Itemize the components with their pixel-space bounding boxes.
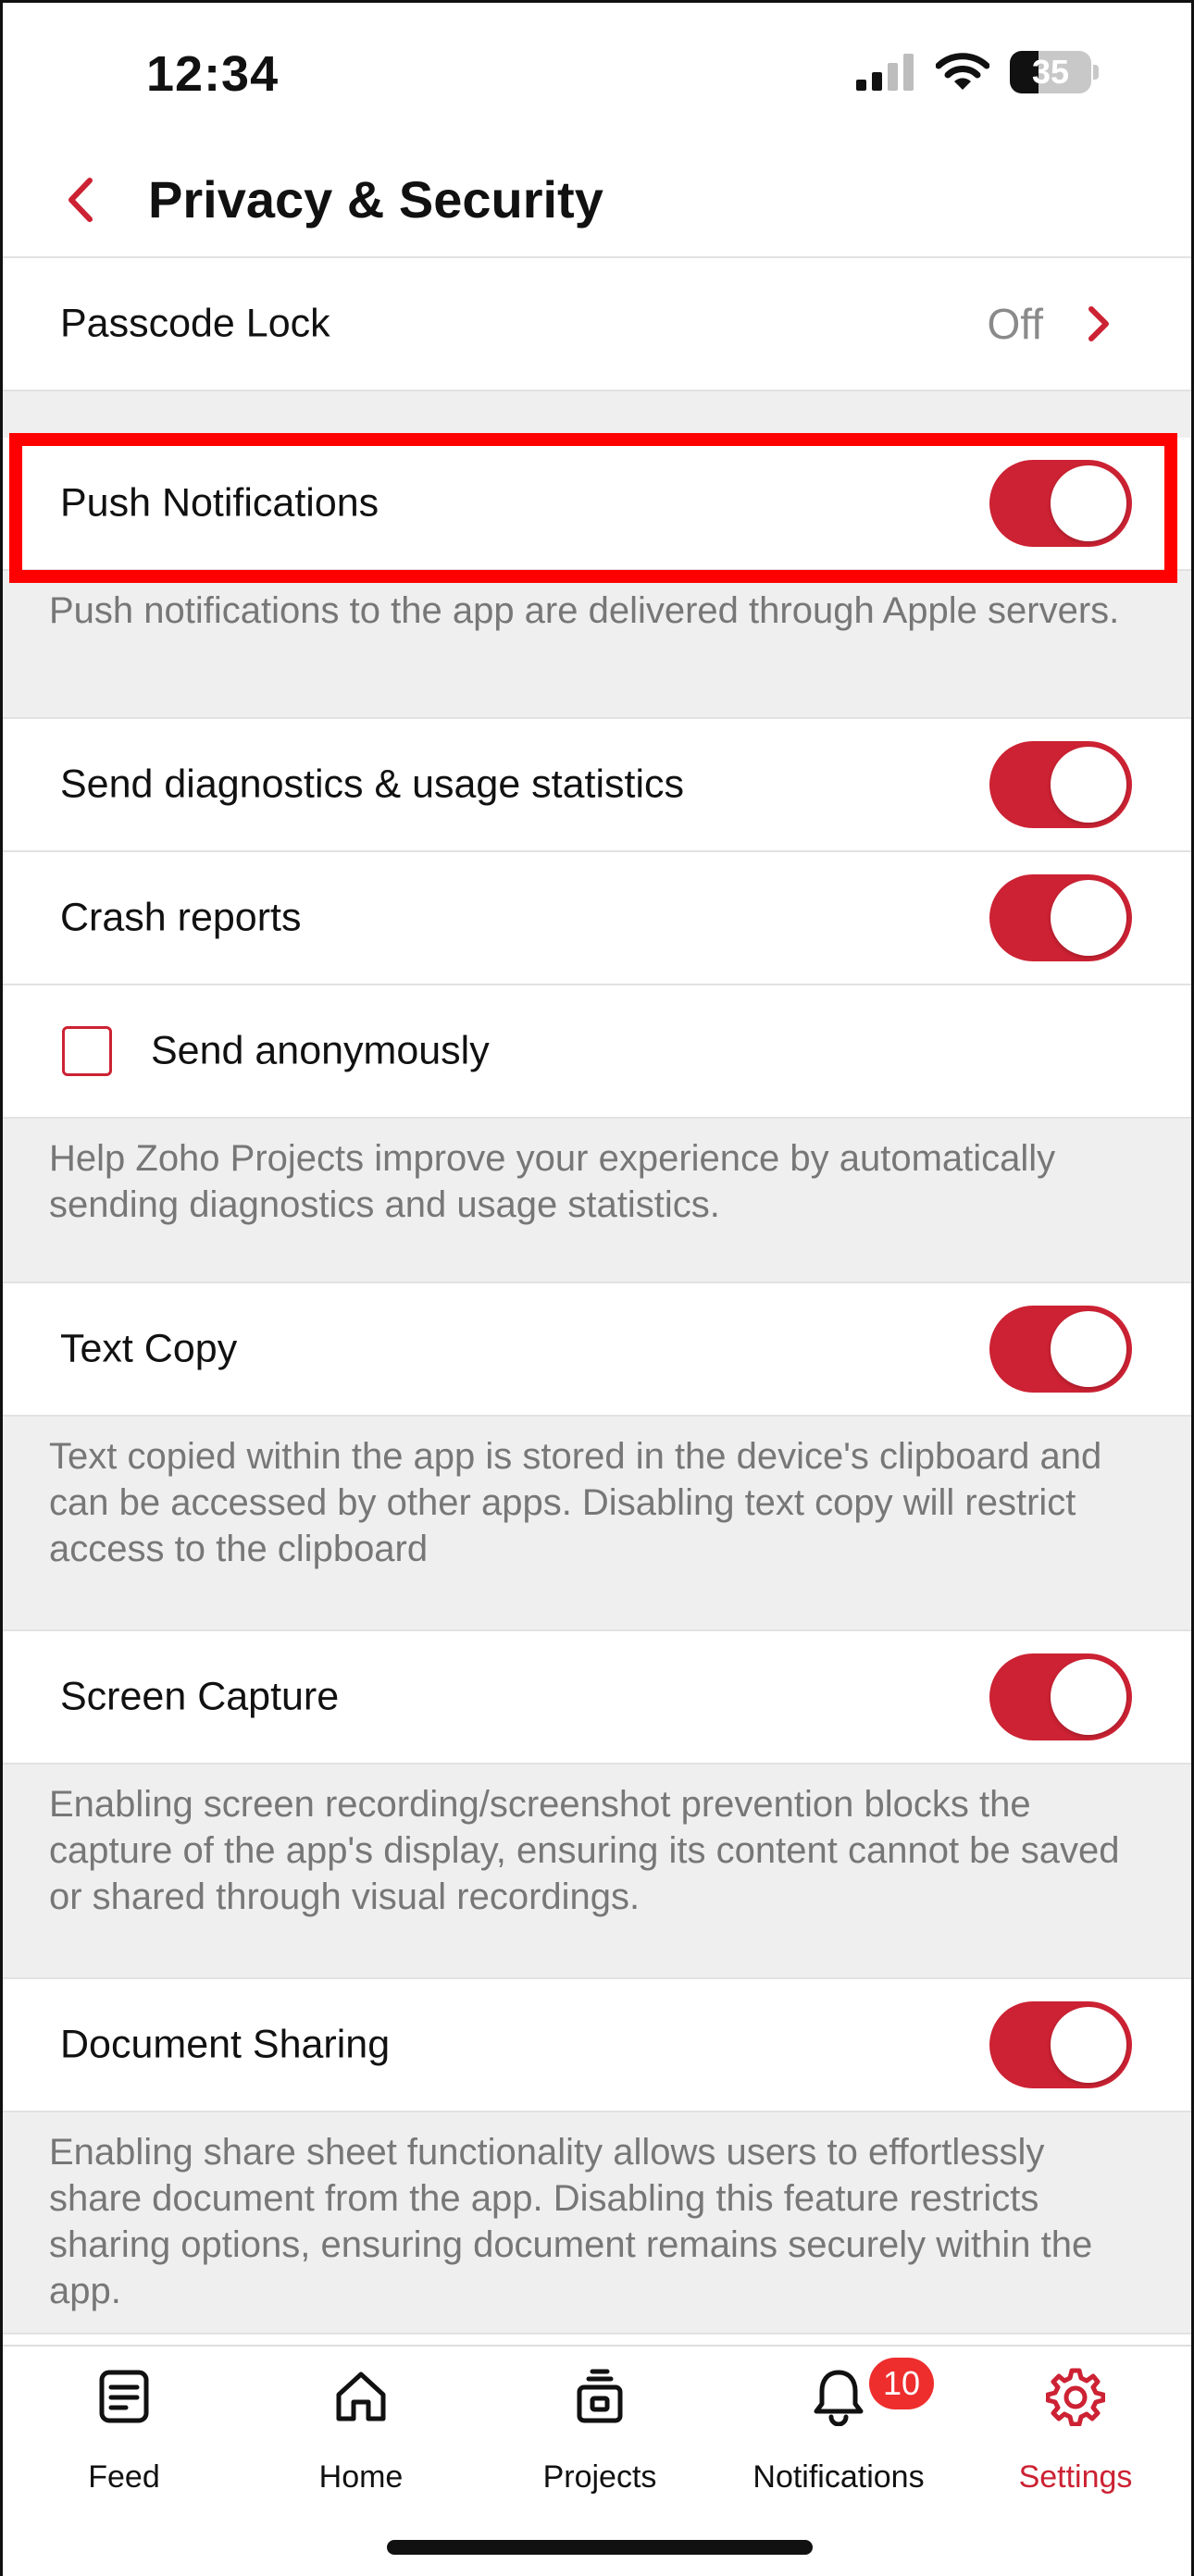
crash-reports-toggle[interactable] [989,874,1132,961]
send-anonymously-row[interactable] [3,985,1191,1119]
tab-bar [3,2345,1191,2576]
tab-notifications-label: Notifications [752,2459,925,2495]
home-indicator [387,2540,813,2555]
document-sharing-description: Enabling share sheet functionality allows users to effortlessly share document from the app. Disabling this feature restricts sharing options, ensuring document remains securely within the app. [3,2112,1191,2334]
send-anonymously-checkbox[interactable] [62,1026,112,1076]
push-notifications-label: Push Notifications [60,480,379,526]
tab-projects-label: Projects [542,2459,657,2495]
tab-projects[interactable] [480,2347,719,2495]
settings-list [3,258,1191,2334]
crash-reports-label: Crash reports [60,895,302,940]
signal-icon [856,54,915,91]
wifi-icon [936,53,989,92]
home-icon [331,2367,391,2426]
crash-reports-row [3,852,1191,985]
passcode-lock-row[interactable] [3,258,1191,391]
passcode-lock-value: Off [987,300,1043,348]
document-sharing-toggle[interactable] [989,2001,1132,2088]
screen-capture-label: Screen Capture [60,1674,340,1719]
text-copy-toggle[interactable] [989,1306,1132,1393]
text-copy-row [3,1283,1191,1417]
push-notifications-description: Push notifications to the app are delivered through Apple servers. [3,571,1191,719]
tab-home[interactable] [242,2347,480,2495]
nav-bar [3,142,1191,258]
page-title: Privacy & Security [148,170,603,229]
battery-icon [1010,51,1099,93]
chevron-right-icon [1086,303,1113,344]
document-sharing-label: Document Sharing [60,2022,391,2067]
text-copy-label: Text Copy [60,1326,238,1371]
diagnostics-label: Send diagnostics & usage statistics [60,762,685,807]
tab-notifications[interactable] [719,2347,958,2495]
push-notifications-row [3,438,1191,571]
send-anonymously-label: Send anonymously [151,1028,490,1073]
feed-icon [94,2367,154,2426]
status-icons [856,51,1099,93]
gear-icon [1046,2367,1105,2426]
text-copy-description: Text copied within the app is stored in the device's clipboard and can be accessed by other apps. Disabling text copy will restrict access to the clipboard [3,1417,1191,1631]
status-time: 12:34 [146,46,280,102]
notifications-badge: 10 [869,2358,934,2409]
tab-settings[interactable] [956,2347,1194,2495]
screen-capture-row [3,1631,1191,1765]
tab-feed[interactable] [5,2347,243,2495]
tab-home-label: Home [318,2459,404,2495]
diagnostics-description: Help Zoho Projects improve your experience by automatically sending diagnostics and usage statistics. [3,1119,1191,1283]
document-sharing-row [3,1979,1191,2112]
diagnostics-toggle[interactable] [989,741,1132,828]
status-bar [3,3,1191,142]
screen-capture-toggle[interactable] [989,1653,1132,1740]
tab-settings-label: Settings [1018,2459,1133,2495]
bell-icon [809,2367,868,2426]
chevron-left-icon [64,177,95,223]
tab-feed-label: Feed [88,2459,160,2495]
battery-percent: 35 [1031,53,1070,91]
section-gap [3,391,1191,438]
push-notifications-toggle[interactable] [989,460,1132,547]
back-button[interactable] [56,169,103,230]
diagnostics-row [3,719,1191,852]
screen-capture-description: Enabling screen recording/screenshot prevention blocks the capture of the app's display, ensuring its content cannot be saved or shared through visual recordings. [3,1765,1191,1979]
projects-icon [570,2367,629,2426]
passcode-lock-label: Passcode Lock [60,301,330,346]
